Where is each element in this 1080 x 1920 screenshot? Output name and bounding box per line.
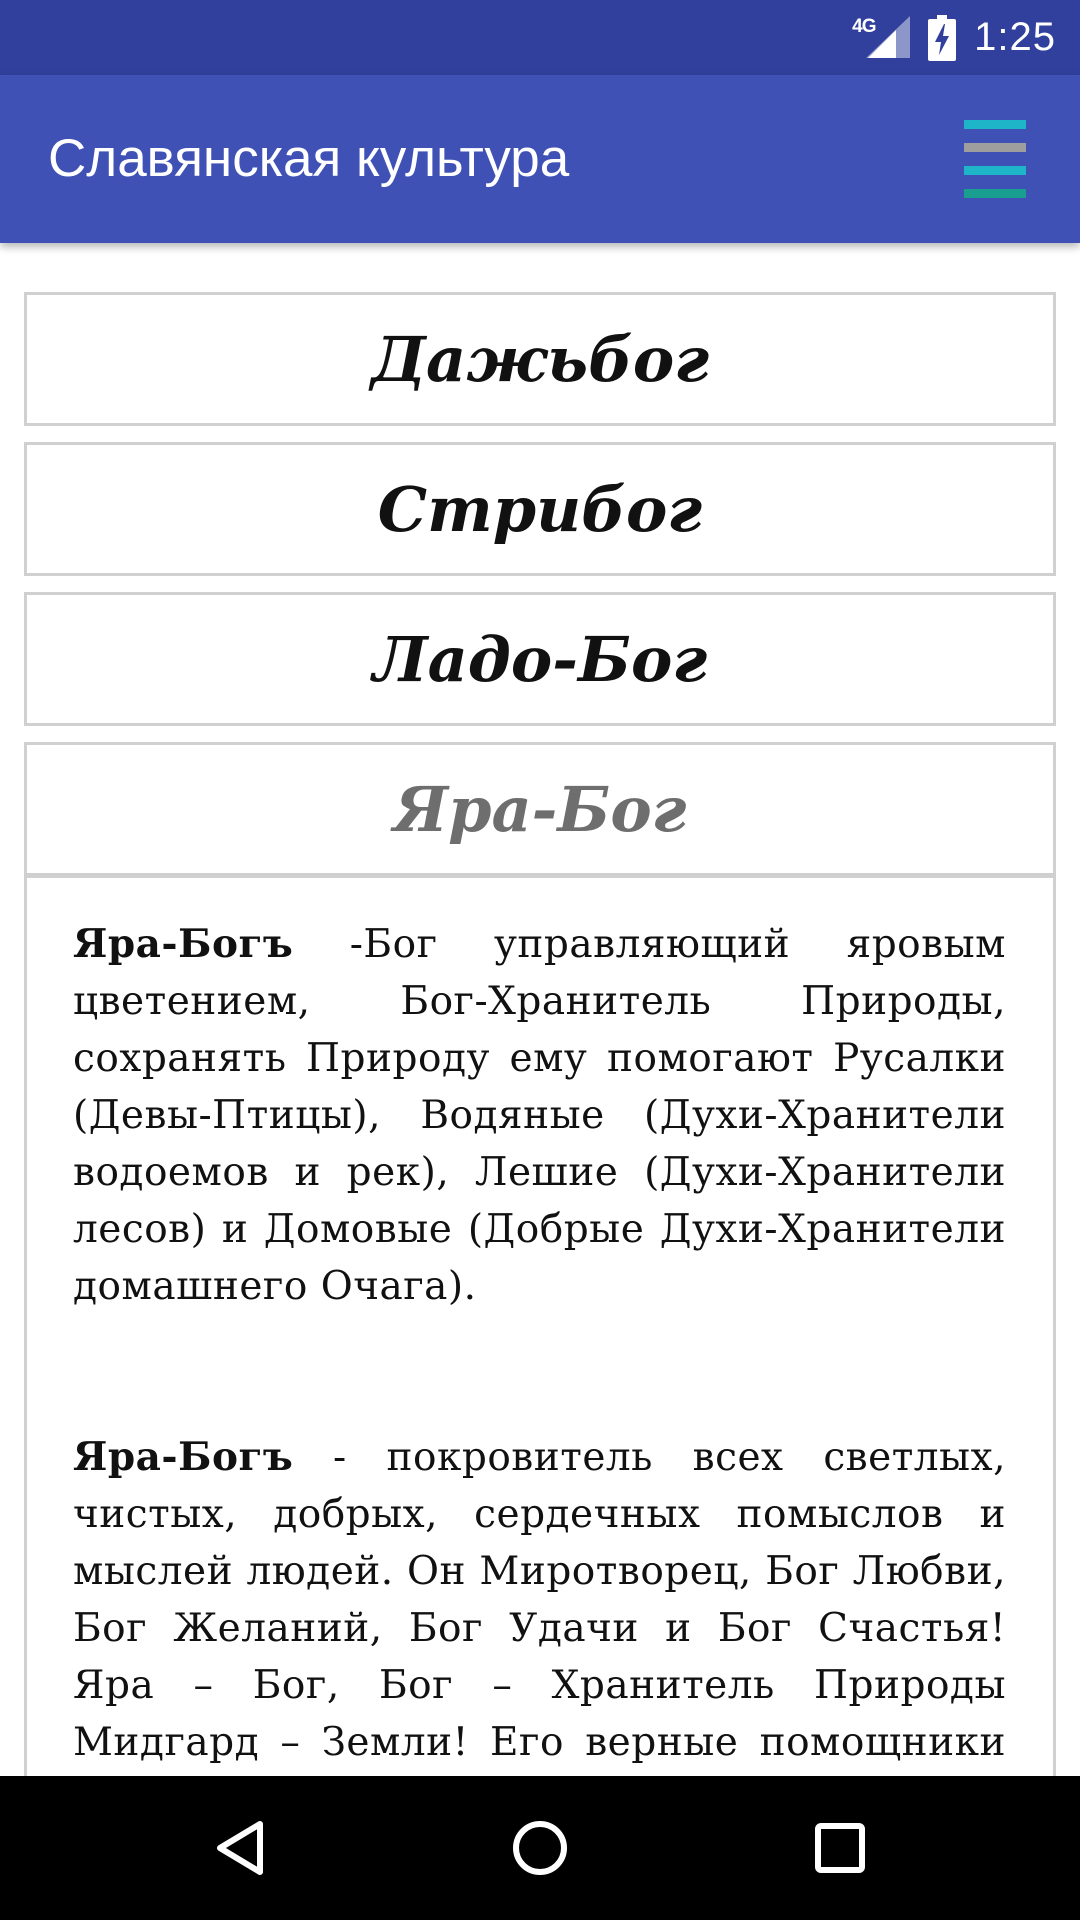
app-title: Славянская культура (48, 129, 570, 188)
accordion-header-label: Ладо-Бог (372, 622, 708, 696)
accordion-list (0, 243, 1080, 1776)
accordion-header-lado-bog[interactable] (24, 592, 1056, 726)
recents-icon[interactable] (808, 1816, 872, 1880)
network-type-label: 4G (852, 15, 876, 37)
battery-charging-icon (928, 15, 956, 61)
accordion-header-stribog[interactable] (24, 442, 1056, 576)
home-icon[interactable] (508, 1816, 572, 1880)
body-paragraph (73, 916, 1006, 1315)
network-indicator (852, 16, 910, 60)
navigation-bar (0, 1776, 1080, 1920)
accordion-header-yara-bog[interactable] (24, 742, 1056, 876)
accordion-header-dazhbog[interactable] (24, 292, 1056, 426)
accordion-header-label: Стрибог (377, 472, 703, 546)
accordion-header-label: Дажьбог (370, 322, 710, 396)
status-bar (0, 0, 1080, 75)
signal-icon (866, 16, 910, 58)
back-icon[interactable] (208, 1816, 272, 1880)
accordion-header-label: Яра-Бог (393, 772, 687, 846)
accordion-body-yara-bog (24, 875, 1056, 1875)
clock: 1:25 (974, 15, 1056, 59)
status-icons (852, 0, 1056, 75)
paragraph-text: -Бог управляющий яровым цветением, Бог-Хранитель Природы, сохранять Природу ему помогают Русалки (Девы-Птицы), Водяные (Духи-Хранители водоемов и рек), Лешие (Духи-Хранители лесов) и Домовые (Добрые Духи-Хранители домашнего Очага). (73, 922, 1006, 1309)
paragraph-text: - покровитель всех светлых, чистых, добрых, сердечных помыслов и мыслей людей. Он Миротворец, Бог Любви, Бог Желаний, Бог Удачи и Бог Счастья! Яра – Бог, Бог – Хранитель Природы Мидгард – Земли! Его верные помощники (73, 1435, 1006, 1765)
paragraph-term: Яра-Богъ (73, 1434, 294, 1480)
menu-button[interactable] (964, 120, 1026, 198)
app-bar (0, 75, 1080, 243)
paragraph-term: Яра-Богъ (73, 921, 294, 967)
